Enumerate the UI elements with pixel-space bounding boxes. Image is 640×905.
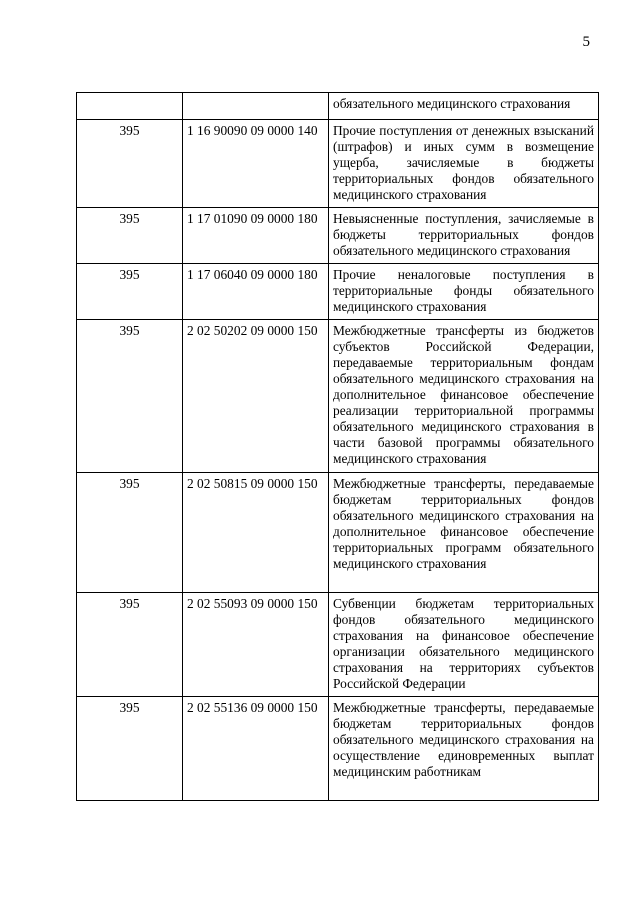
revenue-name-cell <box>329 320 599 473</box>
revenue-name-text: Субвенции бюджетам территориальных фондов обязательного медицинского страхования на финансовое обеспечение организации обязательного медицинского страхования на территориях субъектов Российской Федерации <box>333 596 594 691</box>
revenue-name-text: обязательного медицинского страхования <box>333 96 571 111</box>
admin-code-cell: 395 <box>77 120 183 208</box>
revenue-name-cell <box>329 208 599 264</box>
table-row <box>77 120 599 208</box>
revenue-name-cell <box>329 264 599 320</box>
table-row <box>77 473 599 593</box>
revenue-name-text: Межбюджетные трансферты, передаваемые бюджетам территориальных фондов обязательного медицинского страхования на осуществление единовременных выплат медицинским работникам <box>333 700 594 779</box>
budget-code-cell <box>183 93 329 120</box>
revenue-name-text: Межбюджетные трансферты, передаваемые бюджетам территориальных фондов обязательного медицинского страхования на дополнительное финансовое обеспечение территориальных программ обязательного медицинского страхования <box>333 476 594 571</box>
budget-code-cell: 1 16 90090 09 0000 140 <box>183 120 329 208</box>
table-row <box>77 264 599 320</box>
budget-code-cell: 2 02 55136 09 0000 150 <box>183 697 329 801</box>
revenue-name-cell <box>329 697 599 801</box>
budget-code-cell: 1 17 06040 09 0000 180 <box>183 264 329 320</box>
admin-code-cell: 395 <box>77 264 183 320</box>
budget-code-cell: 2 02 55093 09 0000 150 <box>183 593 329 697</box>
table-row <box>77 320 599 473</box>
revenue-name-text: Межбюджетные трансферты из бюджетов субъектов Российской Федерации, передаваемые территориальным фондам обязательного медицинского страхования на дополнительное финансовое обеспечение реализации территориальной программы обязательного медицинского страхования в части базовой программы обязательного медицинского страхования <box>333 323 594 466</box>
budget-codes-table <box>76 92 599 801</box>
page-number: 5 <box>582 34 590 50</box>
admin-code-cell: 395 <box>77 697 183 801</box>
admin-code-cell: 395 <box>77 473 183 593</box>
admin-code-cell <box>77 93 183 120</box>
revenue-name-text: Прочие неналоговые поступления в территориальные фонды обязательного медицинского страхования <box>333 267 594 314</box>
revenue-name-cell <box>329 120 599 208</box>
budget-code-cell: 2 02 50815 09 0000 150 <box>183 473 329 593</box>
revenue-name-text: Прочие поступления от денежных взысканий (штрафов) и иных сумм в возмещение ущерба, зачисляемые в бюджеты территориальных фондов обязательного медицинского страхования <box>333 123 594 202</box>
budget-code-cell: 2 02 50202 09 0000 150 <box>183 320 329 473</box>
budget-code-cell: 1 17 01090 09 0000 180 <box>183 208 329 264</box>
table-row <box>77 593 599 697</box>
revenue-name-text: Невыясненные поступления, зачисляемые в бюджеты территориальных фондов обязательного медицинского страхования <box>333 211 594 258</box>
table-row <box>77 93 599 120</box>
admin-code-cell: 395 <box>77 208 183 264</box>
revenue-name-cell <box>329 593 599 697</box>
revenue-name-cell <box>329 93 599 120</box>
revenue-name-cell <box>329 473 599 593</box>
table-row <box>77 697 599 801</box>
admin-code-cell: 395 <box>77 320 183 473</box>
admin-code-cell: 395 <box>77 593 183 697</box>
table-row <box>77 208 599 264</box>
